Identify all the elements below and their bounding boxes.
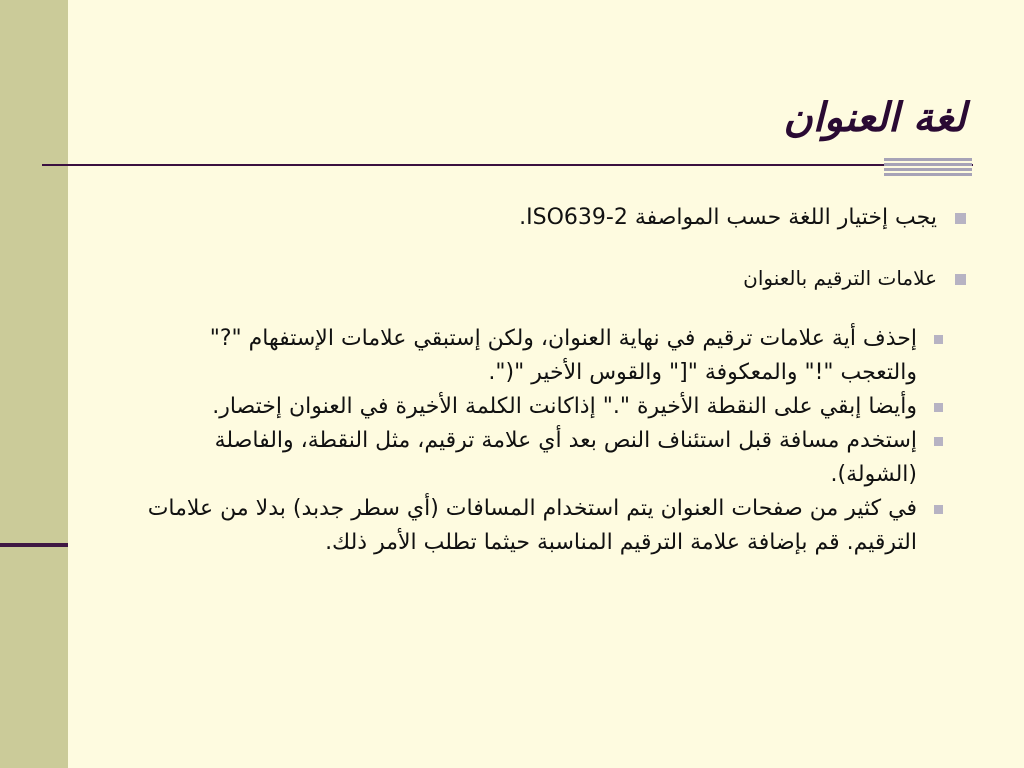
sub-bullet-marker <box>934 403 943 412</box>
bullet-text: يجب إختيار اللغة حسب المواصفة ISO639-2. <box>519 205 937 230</box>
side-band <box>0 0 68 768</box>
sub-bullet-marker <box>934 335 943 344</box>
sub-bullet-item <box>132 390 917 424</box>
bullet-punctuation <box>743 264 966 292</box>
side-accent-line <box>0 543 68 547</box>
title-divider <box>42 164 973 166</box>
bullet-language <box>519 202 966 234</box>
sub-bullet-item <box>132 492 917 560</box>
bullet-marker <box>955 213 966 224</box>
sub-bullet-item <box>132 424 917 492</box>
bullet-marker <box>955 274 966 285</box>
sub-bullet-text: إحذف أية علامات ترقيم في نهاية العنوان، ولكن إستبقي علامات الإستفهام "?" والتعجب "!" والمعكوفة "[" والقوس الأخير "(". <box>209 326 917 385</box>
slide-title: لغة العنوان <box>783 94 966 141</box>
punctuation-sub-list <box>132 322 917 560</box>
sub-bullet-text: وأيضا إبقي على النقطة الأخيرة "." إذاكانت الكلمة الأخيرة في العنوان إختصار. <box>212 394 917 419</box>
bullet-text: علامات الترقيم بالعنوان <box>743 266 937 290</box>
sub-bullet-text: في كثير من صفحات العنوان يتم استخدام المسافات (أي سطر جدبد) بدلا من علامات الترقيم. قم بإضافة علامة الترقيم المناسبة حيثما تطلب الأمر ذلك. <box>147 496 917 555</box>
sub-bullet-marker <box>934 505 943 514</box>
sub-bullet-text: إستخدم مسافة قبل استئناف النص بعد أي علامة ترقيم، مثل النقطة، والفاصلة (الشولة). <box>214 428 917 487</box>
sub-bullet-marker <box>934 437 943 446</box>
sub-bullet-item <box>132 322 917 390</box>
title-divider-accent <box>884 158 972 178</box>
